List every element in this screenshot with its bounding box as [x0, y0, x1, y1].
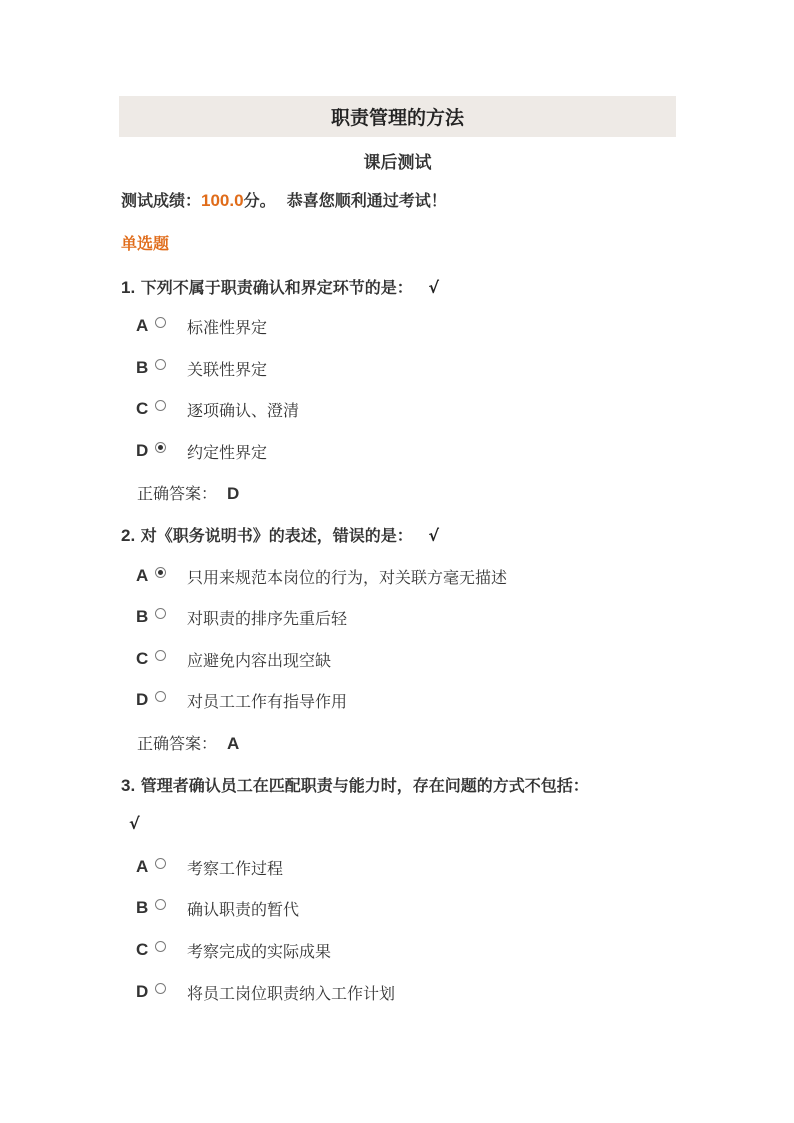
- option-text: 对职责的排序先重后轻: [187, 608, 348, 628]
- radio-button[interactable]: [155, 858, 166, 869]
- option-3a[interactable]: [136, 855, 284, 879]
- option-text: 标准性界定: [187, 317, 268, 337]
- option-letter: B: [136, 358, 149, 377]
- radio-button[interactable]: [155, 608, 166, 619]
- option-letter: B: [136, 898, 149, 917]
- check-mark-icon: √: [129, 814, 140, 833]
- score-message: 恭喜您顺利通过考试！: [286, 191, 447, 210]
- option-text: 逐项确认、澄清: [187, 400, 300, 420]
- option-letter: A: [136, 857, 149, 876]
- answer-value: D: [227, 484, 240, 503]
- question-number: 2.: [121, 526, 136, 545]
- option-letter: D: [136, 441, 149, 460]
- question-text: 管理者确认员工在匹配职责与能力时，存在问题的方式不包括：: [140, 776, 589, 795]
- page-subtitle: 课后测试: [363, 153, 432, 173]
- radio-button[interactable]: [155, 941, 166, 952]
- option-text: 考察工作过程: [187, 858, 284, 878]
- radio-button-selected[interactable]: [155, 567, 166, 578]
- option-letter: D: [136, 982, 149, 1001]
- question-number: 1.: [121, 278, 136, 297]
- option-letter: A: [136, 566, 149, 585]
- option-letter: C: [136, 649, 149, 668]
- radio-button[interactable]: [155, 359, 166, 370]
- option-1d[interactable]: [136, 439, 268, 463]
- score-value: 100.0: [201, 191, 244, 210]
- option-text: 考察完成的实际成果: [187, 941, 332, 961]
- score-unit: 分。: [243, 191, 276, 210]
- title-bar: [119, 96, 676, 137]
- option-1a[interactable]: [136, 314, 268, 338]
- option-letter: C: [136, 399, 149, 418]
- question-3: [121, 773, 589, 796]
- option-letter: B: [136, 607, 149, 626]
- option-text: 约定性界定: [187, 442, 268, 462]
- option-2a[interactable]: [136, 564, 508, 588]
- radio-button[interactable]: [155, 983, 166, 994]
- option-1b[interactable]: [136, 356, 268, 380]
- option-3d[interactable]: [136, 980, 396, 1004]
- check-mark-icon: √: [428, 526, 440, 545]
- radio-button[interactable]: [155, 400, 166, 411]
- page-title: 职责管理的方法: [330, 107, 464, 129]
- option-text: 只用来规范本岗位的行为，对关联方毫无描述: [187, 567, 508, 587]
- radio-button[interactable]: [155, 899, 166, 910]
- answer-value: A: [227, 734, 240, 753]
- option-letter: A: [136, 316, 149, 335]
- radio-button[interactable]: [155, 317, 166, 328]
- correct-answer-2: [137, 731, 239, 754]
- option-text: 对员工工作有指导作用: [187, 691, 348, 711]
- option-2b[interactable]: [136, 605, 348, 629]
- option-2d[interactable]: [136, 688, 348, 712]
- option-1c[interactable]: [136, 397, 300, 421]
- radio-button[interactable]: [155, 691, 166, 702]
- option-3c[interactable]: [136, 938, 332, 962]
- score-label: 测试成绩：: [121, 191, 202, 210]
- option-letter: D: [136, 690, 149, 709]
- section-label: 单选题: [121, 234, 170, 253]
- option-text: 应避免内容出现空缺: [187, 650, 332, 670]
- option-2c[interactable]: [136, 647, 332, 671]
- question-number: 3.: [121, 776, 136, 795]
- option-text: 确认职责的暂代: [187, 899, 300, 919]
- score-line: [121, 188, 447, 211]
- question-1: [121, 275, 439, 298]
- check-mark-icon: √: [428, 278, 440, 297]
- question-2: [121, 523, 439, 546]
- answer-label: 正确答案：: [137, 734, 218, 753]
- radio-button-selected[interactable]: [155, 442, 166, 453]
- question-text: 对《职务说明书》的表述，错误的是：: [140, 526, 413, 545]
- option-3b[interactable]: [136, 896, 300, 920]
- radio-button[interactable]: [155, 650, 166, 661]
- correct-answer-1: [137, 481, 239, 504]
- option-letter: C: [136, 940, 149, 959]
- option-text: 关联性界定: [187, 359, 268, 379]
- answer-label: 正确答案：: [137, 484, 218, 503]
- question-text: 下列不属于职责确认和界定环节的是：: [140, 278, 413, 297]
- option-text: 将员工岗位职责纳入工作计划: [187, 983, 396, 1003]
